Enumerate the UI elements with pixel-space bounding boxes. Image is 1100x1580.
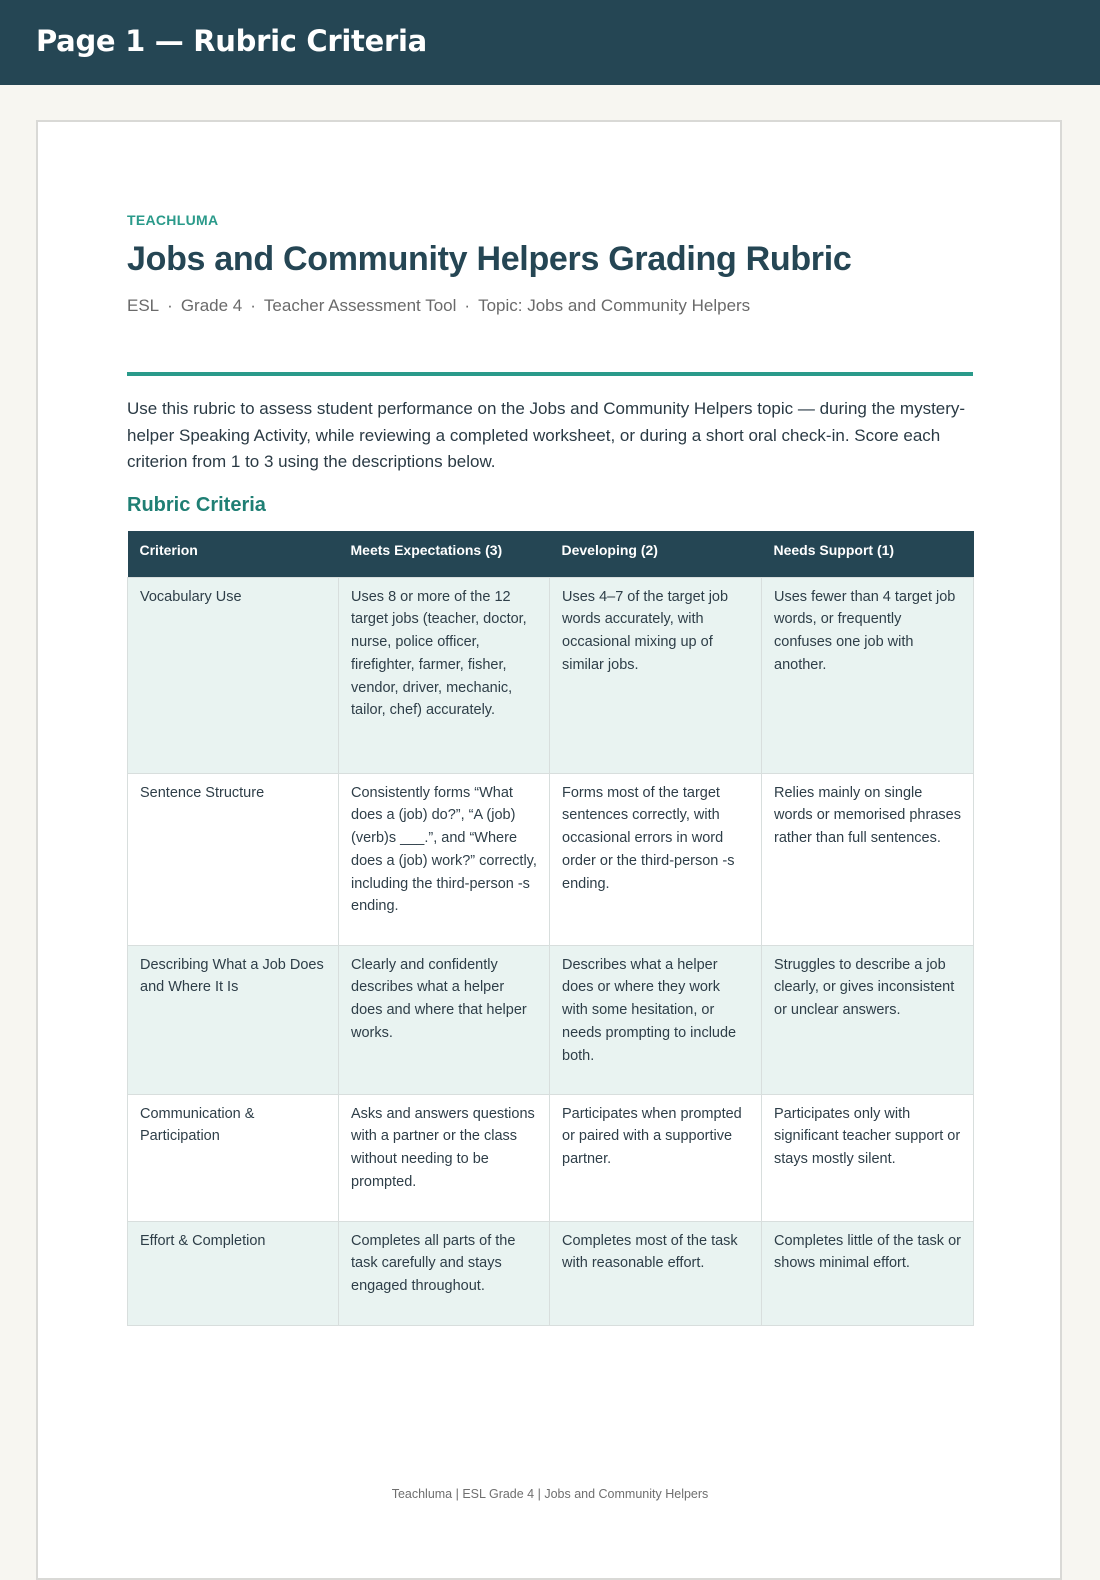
developing-cell: Describes what a helper does or where they work with some hesitation, or needs prompting to include both. [550,945,762,1094]
document-title: Jobs and Community Helpers Grading Rubric [127,240,852,278]
column-header-developing: Developing (2) [550,531,762,577]
intro-paragraph: Use this rubric to assess student performance on the Jobs and Community Helpers topic — during the mystery-helper Speaking Activity, while reviewing a completed worksheet, or during a short oral check-in. Score each criterion from 1 to 3 using the descriptions below. [127,399,966,471]
page-header-title: Page 1 — Rubric Criteria [36,24,427,58]
needs-support-cell: Participates only with significant teacher support or stays mostly silent. [762,1094,974,1221]
rubric-header-row [128,531,974,577]
criterion-cell: Sentence Structure [128,773,339,945]
criterion-cell: Vocabulary Use [128,577,339,773]
table-row [128,1221,974,1325]
column-header-meets: Meets Expectations (3) [339,531,550,577]
needs-support-cell: Completes little of the task or shows minimal effort. [762,1221,974,1325]
section-heading: Rubric Criteria [127,494,266,516]
meets-cell: Uses 8 or more of the 12 target jobs (teacher, doctor, nurse, police officer, firefighter, farmer, fisher, vendor, driver, mechanic, tailor, chef) accurately. [339,577,550,773]
page-header-bar [0,0,1100,85]
meta-topic: Topic: Jobs and Community Helpers [478,296,751,315]
meta-separator: · [167,296,173,315]
developing-cell: Participates when prompted or paired with a supportive partner. [550,1094,762,1221]
needs-support-cell: Uses fewer than 4 target job words, or frequently confuses one job with another. [762,577,974,773]
meets-cell: Consistently forms “What does a (job) do?”, “A (job) (verb)s ___.”, and “Where does a (job) work?” correctly, including the third-person -s ending. [339,773,550,945]
meta-separator: · [464,296,471,315]
meta-tool: Teacher Assessment Tool [263,296,457,315]
column-header-needs-support: Needs Support (1) [762,531,974,577]
criterion-cell: Communication & Participation [128,1094,339,1221]
document-meta [127,296,750,316]
meets-cell: Completes all parts of the task carefully and stays engaged throughout. [339,1221,550,1325]
developing-cell: Uses 4–7 of the target job words accurately, with occasional mixing up of similar jobs. [550,577,762,773]
needs-support-cell: Relies mainly on single words or memorised phrases rather than full sentences. [762,773,974,945]
criterion-cell: Effort & Completion [128,1221,339,1325]
needs-support-cell: Struggles to describe a job clearly, or gives inconsistent or unclear answers. [762,945,974,1094]
table-row [128,577,974,773]
column-header-criterion: Criterion [128,531,339,577]
meta-separator: · [250,296,256,315]
criterion-cell: Describing What a Job Does and Where It Is [128,945,339,1094]
rubric-table [127,531,974,1326]
meets-cell: Clearly and confidently describes what a helper does and where that helper works. [339,945,550,1094]
page-footer: Teachluma | ESL Grade 4 | Jobs and Community Helpers [391,1487,709,1501]
table-row [128,1094,974,1221]
title-divider [127,372,973,376]
table-row [128,945,974,1094]
meets-cell: Asks and answers questions with a partner or the class without needing to be prompted. [339,1094,550,1221]
developing-cell: Forms most of the target sentences correctly, with occasional errors in word order or the third-person -s ending. [550,773,762,945]
meta-grade: Grade 4 [180,296,243,315]
developing-cell: Completes most of the task with reasonable effort. [550,1221,762,1325]
brand-label: TEACHLUMA [127,212,219,228]
meta-subject: ESL [127,296,160,315]
table-row [128,773,974,945]
